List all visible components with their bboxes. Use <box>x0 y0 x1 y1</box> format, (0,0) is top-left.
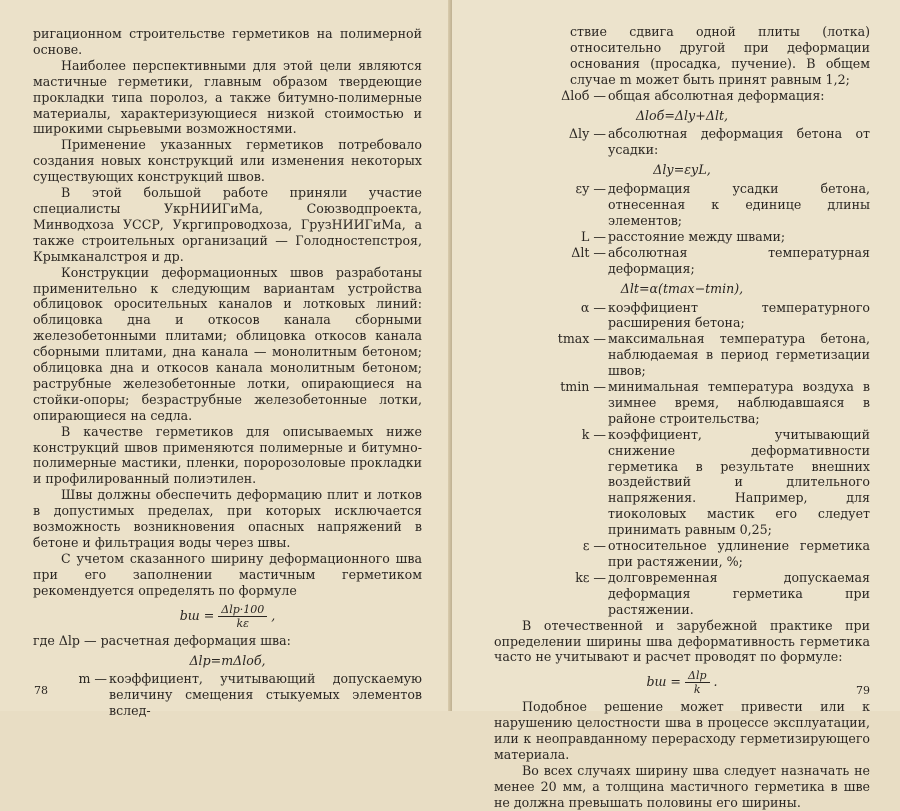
definition-item <box>494 538 870 570</box>
formula-simple-width-numerator: Δlр <box>685 669 710 683</box>
left-paragraph-2: Наиболее перспективными для этой цели являются мастичные герметики, главным образом твердеющие прокладки типа поролоз, а также битумно-полимерные материалы, характеризующиеся низкой стоимостью и широкими сырьевыми возможностями. <box>33 57 422 137</box>
definition-text: коэффициент температурного расширения бетона; <box>608 299 870 331</box>
formula-simple-width-denominator: k <box>693 683 701 697</box>
formula-seam-width-numerator: Δlр·100 <box>218 603 267 617</box>
definition-symbol: L — <box>581 228 606 244</box>
formula-seam-width-tail: , <box>271 607 276 623</box>
formula-shrinkage: Δlу=εуL, <box>653 162 711 178</box>
formula-simple-width-lhs: bш = <box>646 674 681 690</box>
definition-item <box>494 229 870 245</box>
definition-text: максимальная температура бетона, наблюдаемая в период герметизации швов; <box>608 331 870 379</box>
page-number-right: 79 <box>856 684 870 698</box>
definition-text: абсолютная деформация бетона от усадки: <box>608 126 870 158</box>
formula-seam-width <box>33 603 422 630</box>
definition-text: общая абсолютная деформация: <box>608 87 825 103</box>
definition-item <box>494 331 870 379</box>
definition-symbol: α — <box>580 299 606 315</box>
formula-seam-width-fraction <box>218 603 267 630</box>
left-paragraph-4: В этой большой работе приняли участие специалисты УкрНИИГиМа, Союзводпроекта, Минводхоза УССР, Укргипроводхоза, ГрузНИИГиМа, а также строительных организаций — Голодностепстроя, Крымканалстроя и др. <box>33 185 422 264</box>
definition-symbol: m — <box>78 671 107 687</box>
definition-text: расстояние между швами; <box>608 228 786 244</box>
formula-seam-width-lhs: bш = <box>179 607 215 623</box>
formula-simple-width-tail: . <box>713 674 718 690</box>
left-paragraph-3: Применение указанных герметиков потребовало создания новых конструкций или изменения некоторых существующих конструкций швов. <box>33 137 422 185</box>
formula-design-deformation: Δlр=mΔlоб, <box>189 652 266 668</box>
definition-item <box>494 245 870 277</box>
page-number-left: 78 <box>34 684 48 698</box>
definition-item <box>494 427 870 538</box>
formula-temperature: Δlt=α(tmax−tmin), <box>620 280 744 296</box>
definition-item <box>494 88 870 104</box>
definition-text: коэффициент, учитывающий снижение деформативности герметика в результате внешних воздействий и длительного напряжения. Например, для тиоколовых мастик его следует принимать равным 0,25; <box>608 426 870 538</box>
formula-total-deformation: Δlоб=Δlу+Δlt, <box>635 107 729 123</box>
definition-item <box>494 181 870 229</box>
formula-simple-width <box>494 669 870 696</box>
left-paragraph-8: С учетом сказанного ширину деформационного шва при его заполнении мастичным герметиком рекомендуется определять по формуле <box>33 550 422 598</box>
definition-symbol: Δlоб — <box>561 87 606 103</box>
formula-seam-width-denominator: kε <box>236 616 250 630</box>
definition-symbol: ε — <box>582 538 606 554</box>
definition-text: абсолютная температурная деформация; <box>608 244 870 276</box>
left-paragraph-7: Швы должны обеспечить деформацию плит и лотков в допустимых пределах, при которых исключается возможность возникновения опасных напряжений в бетоне и фильтрация воды через швы. <box>33 487 422 550</box>
definition-symbol: Δlt — <box>571 244 606 260</box>
definition-symbol: kε — <box>575 569 606 585</box>
right-paragraph-3: Во всех случаях ширину шва следует назначать не менее 20 мм, а толщина мастичного герметика в шве не должна превышать половины его ширины. <box>494 762 870 810</box>
formula-simple-width-fraction <box>685 669 710 696</box>
right-paragraph-1: В отечественной и зарубежной практике при определении ширины шва деформативность герметика часто не учитывают и расчет проводят по формуле: <box>494 617 870 665</box>
definition-symbol: εу — <box>575 181 606 197</box>
continuation-text-body: ствие сдвига одной плиты (лотка) относительно другой при деформации основания (просадка, пучение). В общем случае m может быть принят равным 1,2; <box>570 24 870 87</box>
definitions-group-a <box>494 88 870 104</box>
definition-item <box>494 126 870 158</box>
right-page <box>452 0 900 810</box>
definition-item <box>494 300 870 332</box>
definition-symbol: Δlу — <box>568 126 606 142</box>
definition-text: относительное удлинение герметика при растяжении, %; <box>608 538 870 569</box>
definition-text: деформация усадки бетона, отнесенная к единице длины элементов; <box>608 181 870 228</box>
definitions-group-b <box>494 126 870 158</box>
definition-item <box>494 570 870 618</box>
definition-text: минимальная температура воздуха в зимнее время, наблюдавшаяся в районе строительства; <box>608 379 870 426</box>
where-text: где Δlр — расчетная деформация шва: <box>33 632 291 648</box>
left-paragraph-6: В качестве герметиков для описываемых ниже конструкций швов применяются полимерные и битумно-полимерные мастики, пленки, поророзоловые прокладки и профилированный полиэтилен. <box>33 423 422 487</box>
definition-item <box>494 379 870 427</box>
left-paragraph-5: Конструкции деформационных швов разработаны применительно к следующим вариантам устройства облицовок оросительных каналов и лотковых линий: облицовка дна и откосов канала сборными железобетонными плитами; облицовка откосов канала сборными плитами, дна канала — монолитным бетоном; облицовка дна и откосов канала монолитным бетоном; раструбные железобетонные лотки, опирающиеся на стойки-опоры; безраструбные железобетонные лотки, опирающиеся на седла. <box>33 264 422 423</box>
definition-symbol: tmax — <box>557 331 606 347</box>
definition-text: коэффициент, учитывающий допускаемую величину смещения стыкуемых элементов вслед- <box>109 671 422 719</box>
definition-symbol: k — <box>581 426 606 442</box>
right-paragraph-2: Подобное решение может привести или к нарушению целостности шва в процессе эксплуатации, или к неоправданному перерасходу герметизирующего материала. <box>494 699 870 763</box>
continuation-text <box>494 24 870 88</box>
definitions-group-c <box>494 181 870 276</box>
left-page <box>0 0 452 719</box>
definitions-group-d <box>494 300 870 618</box>
definition-m <box>33 671 422 719</box>
left-paragraph-1: ригационном строительстве герметиков на полимерной основе. <box>33 26 422 57</box>
definition-text: долговременная допускаемая деформация герметика при растяжении. <box>608 569 870 617</box>
definition-symbol: tmin — <box>560 379 606 395</box>
